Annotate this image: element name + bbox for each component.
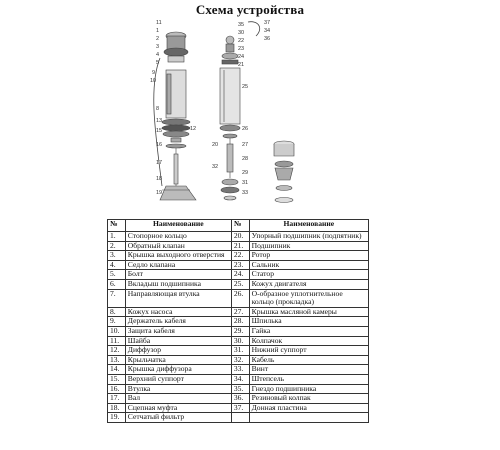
svg-text:33: 33 (242, 190, 249, 196)
part-number: 19. (108, 413, 126, 423)
svg-text:15: 15 (156, 128, 163, 134)
svg-text:21: 21 (238, 62, 245, 68)
part-number: 11. (108, 336, 126, 346)
part-name: Держатель кабеля (125, 317, 231, 327)
table-row (108, 289, 369, 307)
part-number: 15. (108, 374, 126, 384)
part-name: О-образное уплотнительное кольцо (прокладка) (249, 289, 368, 307)
part-name: Верхний суппорт (125, 374, 231, 384)
part-number: 31. (231, 346, 249, 356)
part-number: 6. (108, 279, 126, 289)
part-number: 37. (231, 403, 249, 413)
parts-table-body (108, 232, 369, 423)
part-number: 30. (231, 336, 249, 346)
svg-text:19: 19 (156, 190, 163, 196)
part-number: 24. (231, 270, 249, 280)
part-number: 20. (231, 232, 249, 242)
part-number: 18. (108, 403, 126, 413)
svg-text:4: 4 (156, 52, 160, 58)
table-row (108, 346, 369, 356)
table-header-row (108, 220, 369, 232)
column-header-number: № (108, 220, 126, 232)
table-row (108, 365, 369, 375)
part-name: Крышка масляной камеры (249, 307, 368, 317)
part-number: 9. (108, 317, 126, 327)
part-name: Крышка диффузора (125, 365, 231, 375)
svg-text:5: 5 (156, 60, 160, 66)
part-name: Упорный подшипник (подпятник) (249, 232, 368, 242)
svg-text:31: 31 (242, 180, 249, 186)
table-row (108, 326, 369, 336)
column-header-name: Наименование (125, 220, 231, 232)
part-name: Гнездо подшипника (249, 384, 368, 394)
part-number: 1. (108, 232, 126, 242)
part-number: 22. (231, 251, 249, 261)
part-name: Кабель (249, 355, 368, 365)
table-row (108, 232, 369, 242)
svg-text:10: 10 (150, 78, 157, 84)
part-name: Сетчатый фильтр (125, 413, 231, 423)
svg-text:13: 13 (156, 118, 163, 124)
part-name: Резиновый колпак (249, 394, 368, 404)
part-number: 4. (108, 260, 126, 270)
part-number: 8. (108, 307, 126, 317)
part-number: 33. (231, 365, 249, 375)
part-number: 34. (231, 374, 249, 384)
part-number: 26. (231, 289, 249, 307)
part-name: Обратный клапан (125, 241, 231, 251)
svg-text:3: 3 (156, 44, 160, 50)
svg-text:11: 11 (156, 20, 162, 26)
exploded-pump-diagram (138, 18, 370, 206)
svg-text:26: 26 (242, 126, 249, 132)
svg-text:35: 35 (238, 22, 245, 28)
part-name: Донная пластина (249, 403, 368, 413)
part-name: Шайба (125, 336, 231, 346)
part-name: Подшипник (249, 241, 368, 251)
svg-text:22: 22 (238, 38, 245, 44)
part-number: 3. (108, 251, 126, 261)
part-number: 14. (108, 365, 126, 375)
part-number: 5. (108, 270, 126, 280)
svg-text:36: 36 (264, 36, 271, 42)
part-name: Вал (125, 394, 231, 404)
svg-text:23: 23 (238, 46, 245, 52)
part-name: Гайка (249, 326, 368, 336)
part-number: 25. (231, 279, 249, 289)
part-name: Крыльчатка (125, 355, 231, 365)
svg-text:34: 34 (264, 28, 271, 34)
part-number (231, 413, 249, 423)
part-name: Сальник (249, 260, 368, 270)
part-name: Крышка выходного отверстия (125, 251, 231, 261)
part-name: Втулка (125, 384, 231, 394)
svg-text:37: 37 (264, 20, 271, 26)
svg-text:29: 29 (242, 170, 249, 176)
table-row (108, 394, 369, 404)
part-name: Статор (249, 270, 368, 280)
part-number: 27. (231, 307, 249, 317)
part-number: 16. (108, 384, 126, 394)
part-number: 12. (108, 346, 126, 356)
svg-text:27: 27 (242, 142, 249, 148)
part-number: 36. (231, 394, 249, 404)
svg-text:12: 12 (190, 126, 197, 132)
part-name: Направляющая втулка (125, 289, 231, 307)
svg-text:2: 2 (156, 36, 160, 42)
part-name: Шпилька (249, 317, 368, 327)
part-name: Болт (125, 270, 231, 280)
svg-text:32: 32 (212, 164, 219, 170)
part-name: Винт (249, 365, 368, 375)
part-number: 21. (231, 241, 249, 251)
part-name: Защита кабеля (125, 326, 231, 336)
part-number: 32. (231, 355, 249, 365)
svg-text:28: 28 (242, 156, 249, 162)
part-name: Диффузор (125, 346, 231, 356)
table-row (108, 413, 369, 423)
part-number: 13. (108, 355, 126, 365)
part-number: 2. (108, 241, 126, 251)
part-name: Кожух насоса (125, 307, 231, 317)
part-number: 35. (231, 384, 249, 394)
part-number: 10. (108, 326, 126, 336)
table-row (108, 374, 369, 384)
part-number: 23. (231, 260, 249, 270)
column-header-name-2: Наименование (249, 220, 368, 232)
svg-text:25: 25 (242, 84, 249, 90)
svg-text:16: 16 (156, 142, 163, 148)
part-name: Штепсель (249, 374, 368, 384)
part-name: Колпачок (249, 336, 368, 346)
svg-text:20: 20 (212, 142, 219, 148)
part-number: 28. (231, 317, 249, 327)
parts-table (107, 219, 369, 423)
svg-text:24: 24 (238, 54, 245, 60)
part-name: Кожух двигателя (249, 279, 368, 289)
part-number: 29. (231, 326, 249, 336)
svg-text:18: 18 (156, 176, 163, 182)
part-name: Стопорное кольцо (125, 232, 231, 242)
column-header-number-2: № (231, 220, 249, 232)
table-row (108, 279, 369, 289)
svg-text:8: 8 (156, 106, 160, 112)
part-number: 7. (108, 289, 126, 307)
part-name: Сцепная муфта (125, 403, 231, 413)
part-name: Нижний суппорт (249, 346, 368, 356)
svg-text:1: 1 (156, 28, 160, 34)
page-title: Схема устройства (195, 2, 305, 17)
part-name: Ротор (249, 251, 368, 261)
svg-text:17: 17 (156, 160, 163, 166)
table-row (108, 317, 369, 327)
part-name (249, 413, 368, 423)
svg-text:30: 30 (238, 30, 245, 36)
table-row (108, 251, 369, 261)
part-name: Седло клапана (125, 260, 231, 270)
part-number: 17. (108, 394, 126, 404)
part-name: Вкладыш подшипника (125, 279, 231, 289)
svg-text:9: 9 (152, 70, 156, 76)
